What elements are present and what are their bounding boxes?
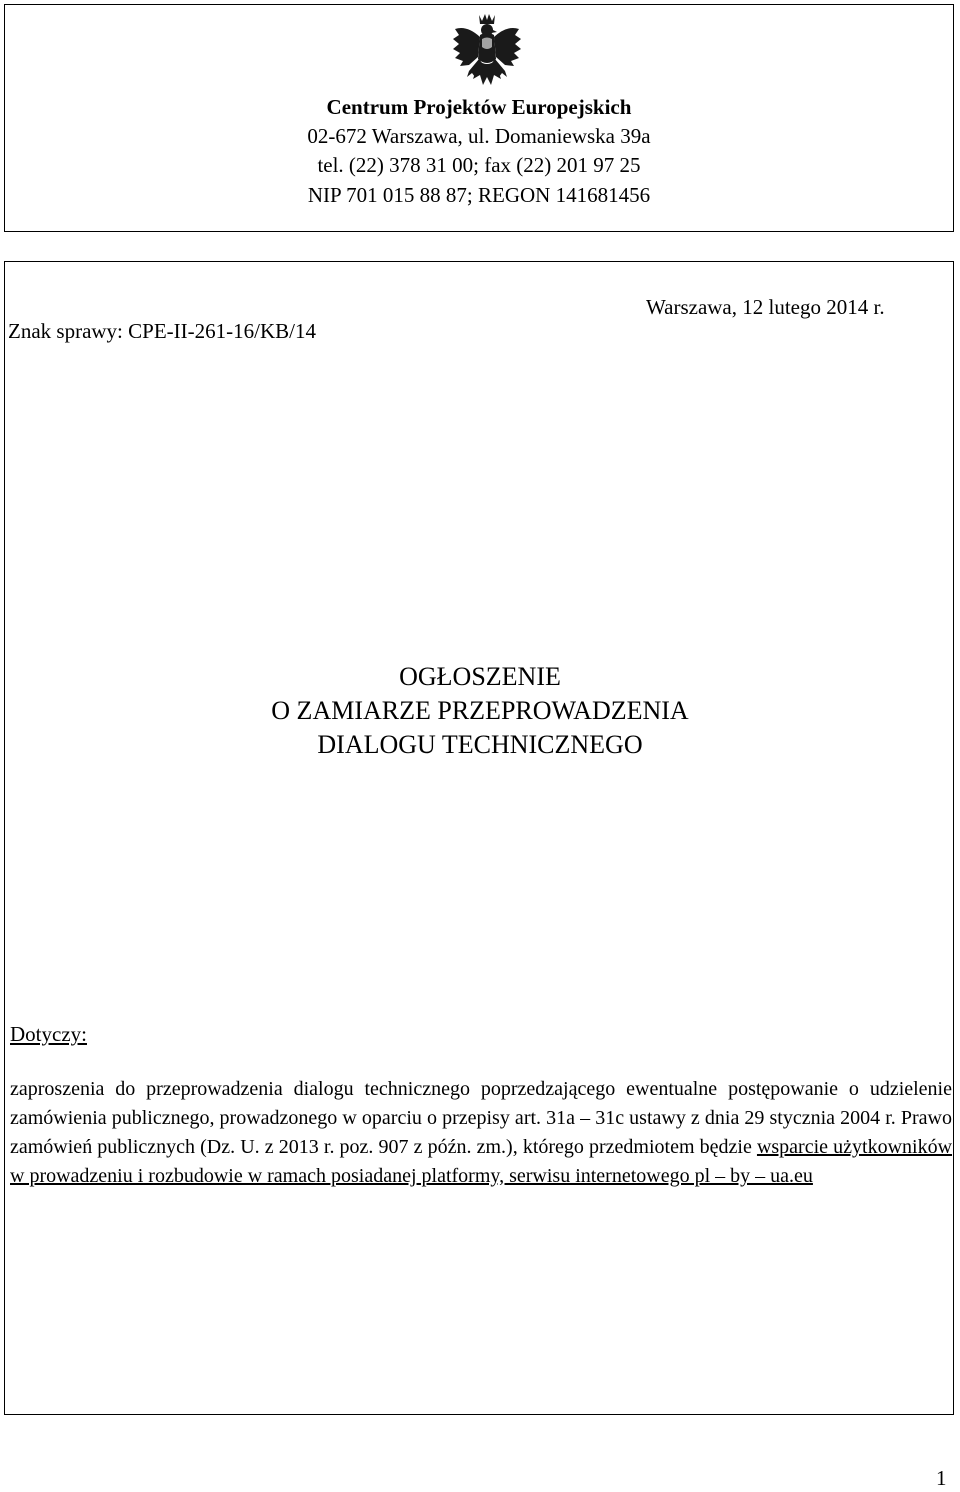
polish-eagle-emblem-icon	[449, 11, 525, 95]
body-text-part: zaproszenia do przeprowadzenia dialogu technicznego poprzedzającego ewentualne postępowanie o udzielenie zamówienia publicznego, prowadzonego w oparciu o przepisy art. 31a – 31c ustawy z dnia 29 stycznia 2004 r. Prawo zamówień publicznych (Dz. U. z 2013 r. poz. 907 z późn. zm.), którego przedmiotem będzie	[10, 1078, 952, 1158]
case-reference: Znak sprawy: CPE-II-261-16/KB/14	[8, 319, 316, 343]
organization-registration: NIP 701 015 88 87; REGON 141681456	[307, 183, 651, 207]
organization-name: Centrum Projektów Europejskich	[326, 95, 632, 119]
document-title-line-2: O ZAMIARZE PRZEPROWADZENIA	[271, 696, 689, 725]
page-number: 1	[936, 1466, 947, 1490]
document-title-line-3: DIALOGU TECHNICZNEGO	[317, 730, 643, 759]
document-body-box	[4, 261, 954, 1415]
organization-address: 02-672 Warszawa, ul. Domaniewska 39a	[307, 124, 651, 148]
subject-underlined-text: wsparcie użytkowników w prowadzeniu i rozbudowie w ramach posiadanej platformy, serwisu internetowego pl – by – ua.eu	[10, 1136, 953, 1187]
letterhead-box	[4, 4, 954, 232]
document-title-line-1: OGŁOSZENIE	[399, 662, 561, 691]
document-date: Warszawa, 12 lutego 2014 r.	[646, 295, 885, 319]
concerns-label: Dotyczy:	[10, 1022, 87, 1046]
document-body-paragraph	[10, 1075, 952, 1191]
organization-phone-fax: tel. (22) 378 31 00; fax (22) 201 97 25	[317, 153, 641, 177]
